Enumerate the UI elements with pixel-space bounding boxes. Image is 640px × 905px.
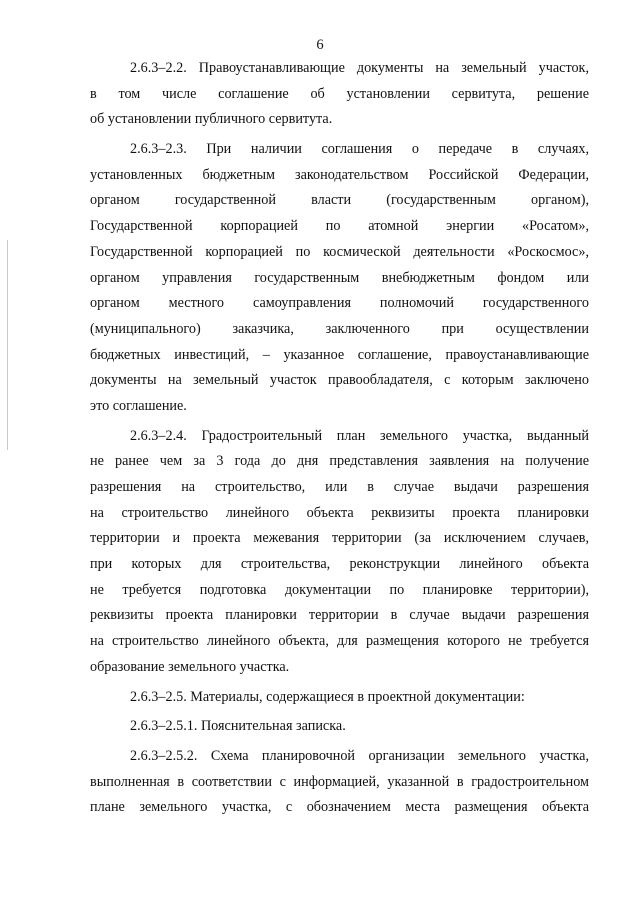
paragraph-line: 2.6.3–2.5. Материалы, содержащиеся в проектной документации: [130, 688, 525, 705]
paragraph-line: 2.6.3–2.5.1. Пояснительная записка. [130, 718, 346, 735]
paragraph-line: территории и проекта межевания территории (за исключением случаев, [90, 530, 589, 547]
paragraph-line: при которых для строительства, реконструкции линейного объекта [90, 556, 589, 573]
paragraph-line: (муниципального) заказчика, заключенного при осуществлении [90, 320, 589, 337]
document-body [90, 56, 589, 821]
paragraph-2-6-3-2-5 [90, 685, 589, 711]
paragraph-line: образование земельного участка. [90, 658, 290, 675]
paragraph-line: органом управления государственным внебюджетным фондом или [90, 269, 589, 286]
paragraph-line: 2.6.3–2.3. При наличии соглашения о передаче в случаях, [130, 141, 589, 158]
paragraph-line: Государственной корпорацией по космической деятельности «Роскосмос», [90, 243, 589, 260]
paragraph-line: 2.6.3–2.5.2. Схема планировочной организации земельного участка, [130, 747, 589, 764]
paragraph-line: установленных бюджетным законодательством Российской Федерации, [90, 166, 589, 183]
paragraph-line: не ранее чем за 3 года до дня представления заявления на получение [90, 453, 589, 470]
paragraph-line: реквизиты проекта планировки территории в случае выдачи разрешения [90, 607, 589, 624]
paragraph-line: разрешения на строительство, или в случае выдачи разрешения [90, 479, 589, 495]
paragraph-line: в том числе соглашение об установлении сервитута, решение [90, 85, 589, 102]
paragraph-2-6-3-2-4 [90, 424, 589, 681]
paragraph-2-6-3-2-3 [90, 137, 589, 420]
paragraph-line: об установлении публичного сервитута. [90, 111, 333, 128]
paragraph-line: это соглашение. [90, 397, 187, 414]
paragraph-line: органом государственной власти (государственным органом), [90, 192, 589, 209]
paragraph-line: органом местного самоуправления полномочий государственного [90, 295, 589, 312]
paragraph-2-6-3-2-5-1 [90, 714, 589, 740]
paragraph-line: 2.6.3–2.4. Градостроительный план земельного участка, выданный [130, 427, 589, 444]
paragraph-line: документы на земельный участок правообладателя, с которым заключено [90, 372, 589, 389]
paragraph-line: бюджетных инвестиций, – указанное соглашение, правоустанавливающие [90, 346, 589, 363]
paragraph-line: выполненная в соответствии с информацией, указанной в градостроительном [90, 773, 589, 790]
paragraph-2-6-3-2-2 [90, 56, 589, 133]
paragraph-line: на строительство линейного объекта реквизиты проекта планировки [90, 504, 589, 521]
paragraph-2-6-3-2-5-2 [90, 744, 589, 821]
paragraph-line: Государственной корпорацией по атомной энергии «Росатом», [90, 218, 589, 235]
page-number: 6 [316, 37, 324, 53]
paragraph-line: не требуется подготовка документации по планировке территории), [90, 581, 589, 598]
paragraph-line: 2.6.3–2.2. Правоустанавливающие документы на земельный участок, [130, 60, 589, 76]
paragraph-line: на строительство линейного объекта, для размещения которого не требуется [90, 633, 589, 650]
scan-margin-mark [7, 240, 8, 450]
paragraph-line: плане земельного участка, с обозначением места размещения объекта [90, 799, 589, 816]
